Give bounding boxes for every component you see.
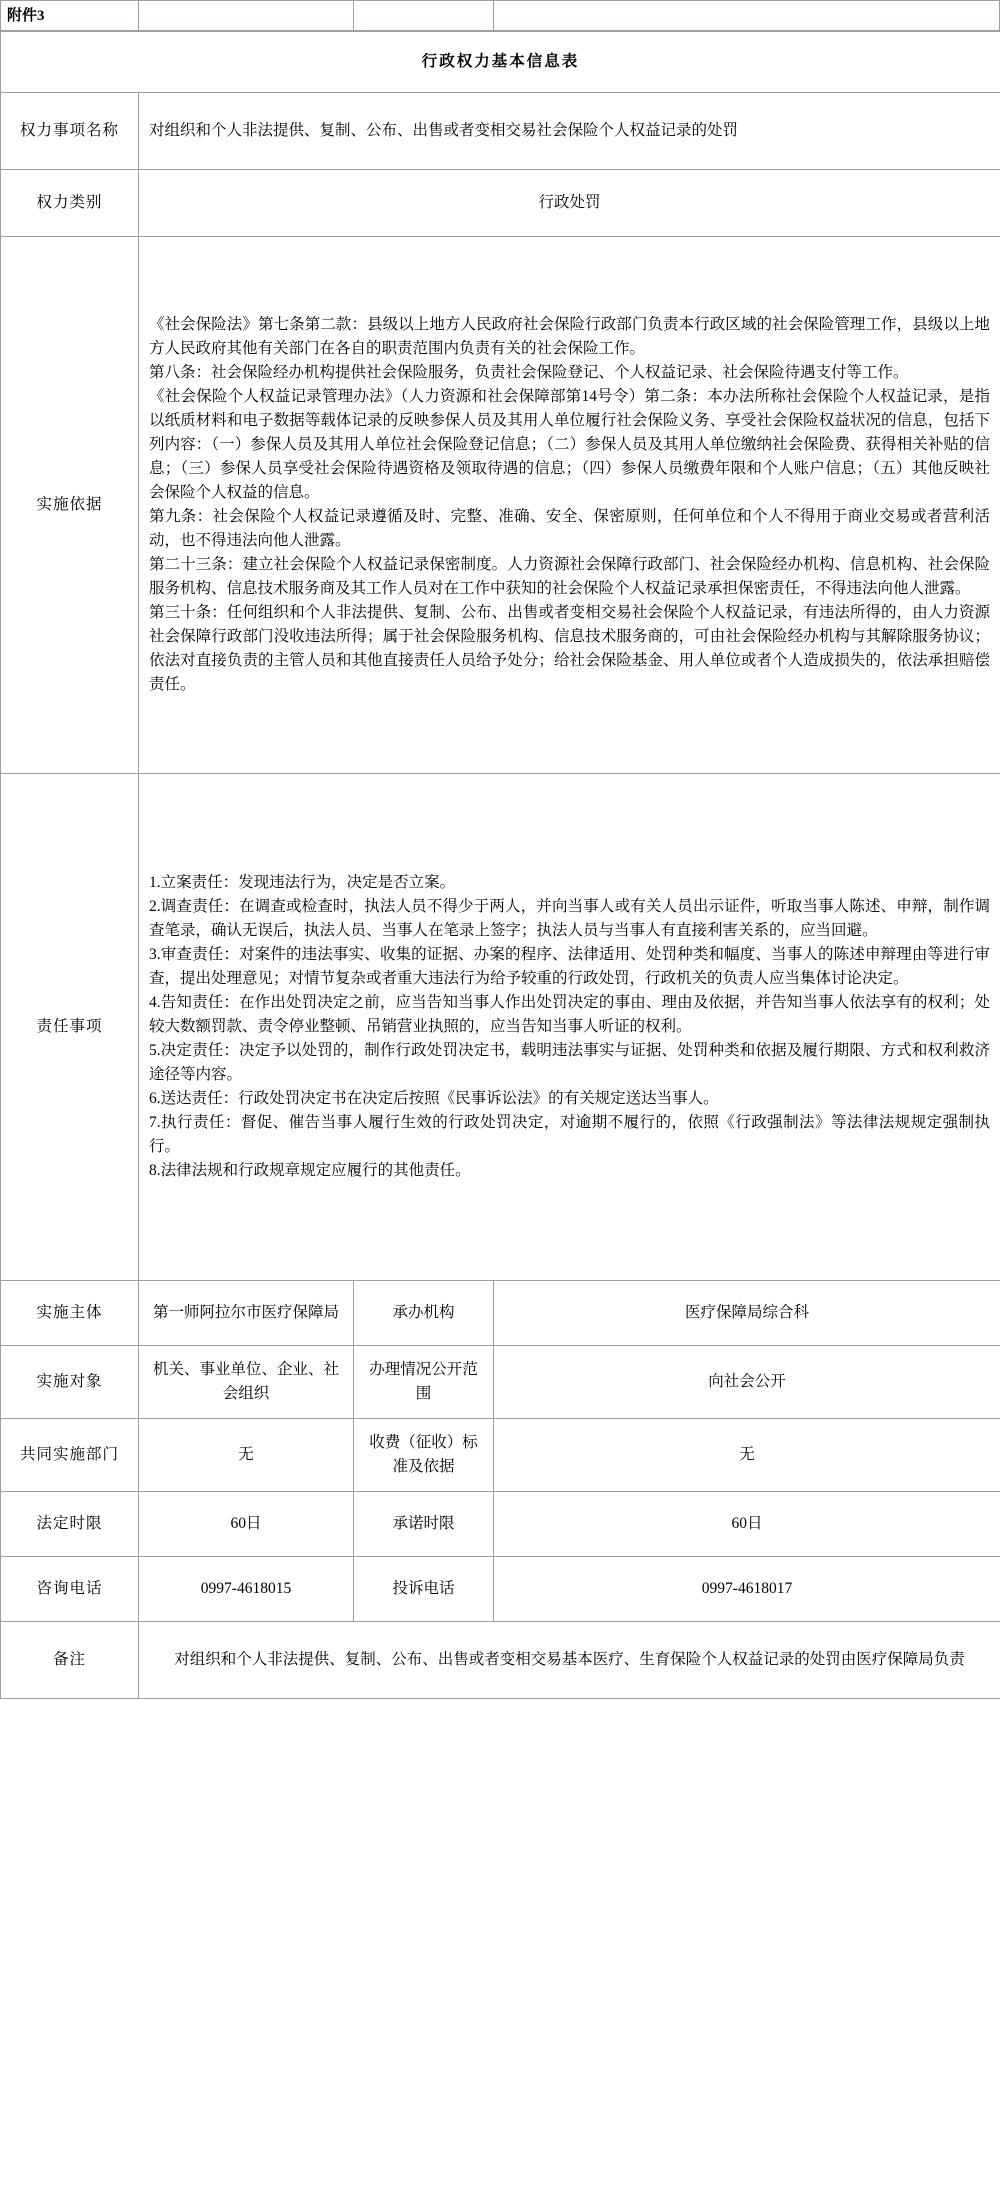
complaint-phone-label: 投诉电话 xyxy=(354,1557,494,1622)
table-row-legal-limit xyxy=(1,1492,1000,1557)
table-row-phones xyxy=(1,1557,1000,1622)
basis-paragraph: 第二十三条：建立社会保险个人权益记录保密制度。人力资源社会保障行政部门、社会保险经办机构、信息机构、社会保险服务机构、信息技术服务商及其工作人员对在工作中获知的社会保险个人权益记录承担保密责任，不得违法向他人泄露。 xyxy=(149,556,991,598)
table-row-remark xyxy=(1,1622,1000,1699)
consult-phone-value: 0997-4618015 xyxy=(139,1557,354,1622)
subject-value: 第一师阿拉尔市医疗保障局 xyxy=(139,1281,354,1346)
disclosure-value: 向社会公开 xyxy=(494,1346,1000,1419)
duty-label: 责任事项 xyxy=(1,774,139,1281)
duty-paragraph: 4.告知责任：在作出处罚决定之前，应当告知当事人作出处罚决定的事由、理由及依据，并告知当事人依法享有的权利；处较大数额罚款、责令停业整顿、吊销营业执照的，应当告知当事人听证的权利。 xyxy=(149,993,991,1035)
attachment-blank-cell-3 xyxy=(494,1,1000,31)
fee-value: 无 xyxy=(494,1419,1000,1492)
duty-paragraph: 3.审查责任：对案件的违法事实、收集的证据、办案的程序、法律适用、处罚种类和幅度、当事人的陈述申辩理由等进行审查，提出处理意见；对情节复杂或者重大违法行为给予较重的行政处罚，行政机关的负责人应当集体讨论决定。 xyxy=(149,945,991,987)
promise-limit-value: 60日 xyxy=(494,1492,1000,1557)
table-row-subject xyxy=(1,1281,1000,1346)
duty-paragraph: 1.立案责任：发现违法行为，决定是否立案。 xyxy=(149,873,456,891)
table-row-basis xyxy=(1,237,1000,774)
item-name-value: 对组织和个人非法提供、复制、公布、出售或者变相交易社会保险个人权益记录的处罚 xyxy=(139,93,1000,170)
basis-paragraph: 第九条：社会保险个人权益记录遵循及时、完整、准确、安全、保密原则，任何单位和个人不得用于商业交易或者营利活动，也不得违法向他人泄露。 xyxy=(149,508,991,550)
table-row-duty xyxy=(1,774,1000,1281)
attachment-blank-cell-1 xyxy=(139,1,354,31)
duty-paragraph: 7.执行责任：督促、催告当事人履行生效的行政处罚决定，对逾期不履行的，依照《行政强制法》等法律法规规定强制执行。 xyxy=(149,1114,991,1156)
basis-paragraph: 第三十条：任何组织和个人非法提供、复制、公布、出售或者变相交易社会保险个人权益记录，有违法所得的，由人力资源社会保障行政部门没收违法所得；属于社会保险服务机构、信息技术服务商的，可由社会保险经办机构与其解除服务协议；依法对直接负责的主管人员和其他直接责任人员给予处分；给社会保险基金、用人单位或者个人造成损失的，依法承担赔偿责任。 xyxy=(149,604,991,694)
fee-label: 收费（征收）标准及依据 xyxy=(354,1419,494,1492)
table-row-item-name xyxy=(1,93,1000,170)
legal-limit-value: 60日 xyxy=(139,1492,354,1557)
duty-paragraph: 5.决定责任：决定予以处罚的，制作行政处罚决定书，载明违法事实与证据、处罚种类和依据及履行期限、方式和权利救济途径等内容。 xyxy=(149,1042,991,1084)
page-title: 行政权力基本信息表 xyxy=(1,32,1000,93)
undertake-value: 医疗保障局综合科 xyxy=(494,1281,1000,1346)
attachment-label: 附件3 xyxy=(1,1,139,31)
power-type-value: 行政处罚 xyxy=(139,170,1000,237)
promise-limit-label: 承诺时限 xyxy=(354,1492,494,1557)
table-row-object xyxy=(1,1346,1000,1419)
basis-paragraph: 《社会保险法》第七条第二款：县级以上地方人民政府社会保险行政部门负责本行政区域的社会保险管理工作，县级以上地方人民政府其他有关部门在各自的职责范围内负责有关的社会保险工作。 xyxy=(149,315,991,357)
undertake-label: 承办机构 xyxy=(354,1281,494,1346)
duty-paragraph: 2.调查责任：在调查或检查时，执法人员不得少于两人，并向当事人或有关人员出示证件，听取当事人陈述、申辩，制作调查笔录，确认无误后，执法人员、当事人在笔录上签字；执法人员与当事人有直接利害关系的，应当回避。 xyxy=(149,897,991,939)
duty-paragraph: 6.送达责任：行政处罚决定书在决定后按照《民事诉讼法》的有关规定送达当事人。 xyxy=(149,1090,719,1108)
object-label: 实施对象 xyxy=(1,1346,139,1419)
remark-label: 备注 xyxy=(1,1622,139,1699)
duty-paragraph: 8.法律法规和行政规章规定应履行的其他责任。 xyxy=(149,1162,471,1180)
complaint-phone-value: 0997-4618017 xyxy=(494,1557,1000,1622)
joint-value: 无 xyxy=(139,1419,354,1492)
subject-label: 实施主体 xyxy=(1,1281,139,1346)
duty-value xyxy=(139,774,1000,1281)
consult-phone-label: 咨询电话 xyxy=(1,1557,139,1622)
table-row-power-type xyxy=(1,170,1000,237)
power-type-label: 权力类别 xyxy=(1,170,139,237)
joint-label: 共同实施部门 xyxy=(1,1419,139,1492)
attachment-blank-cell-2 xyxy=(354,1,494,31)
object-value: 机关、事业单位、企业、社会组织 xyxy=(139,1346,354,1419)
basis-paragraph: 第八条：社会保险经办机构提供社会保险服务，负责社会保险登记、个人权益记录、社会保险待遇支付等工作。 xyxy=(149,363,909,381)
item-name-label: 权力事项名称 xyxy=(1,93,139,170)
table-row-joint xyxy=(1,1419,1000,1492)
disclosure-label: 办理情况公开范围 xyxy=(354,1346,494,1419)
remark-value: 对组织和个人非法提供、复制、公布、出售或者变相交易基本医疗、生育保险个人权益记录的处罚由医疗保障局负责 xyxy=(139,1622,1000,1699)
attachment-header-row xyxy=(0,0,1000,31)
power-info-table xyxy=(0,31,1000,1699)
basis-value xyxy=(139,237,1000,774)
legal-limit-label: 法定时限 xyxy=(1,1492,139,1557)
table-row-title xyxy=(1,32,1000,93)
basis-paragraph: 《社会保险个人权益记录管理办法》（人力资源和社会保障部第14号令）第二条：本办法所称社会保险个人权益记录，是指以纸质材料和电子数据等载体记录的反映参保人员及其用人单位履行社会保险义务、享受社会保险权益状况的信息，包括下列内容：（一）参保人员及其用人单位社会保险登记信息；（二）参保人员及其用人单位缴纳社会保险费、获得相关补贴的信息；（三）参保人员享受社会保险待遇资格及领取待遇的信息；（四）参保人员缴费年限和个人账户信息；（五）其他反映社会保险个人权益的信息。 xyxy=(149,387,991,501)
basis-label: 实施依据 xyxy=(1,237,139,774)
